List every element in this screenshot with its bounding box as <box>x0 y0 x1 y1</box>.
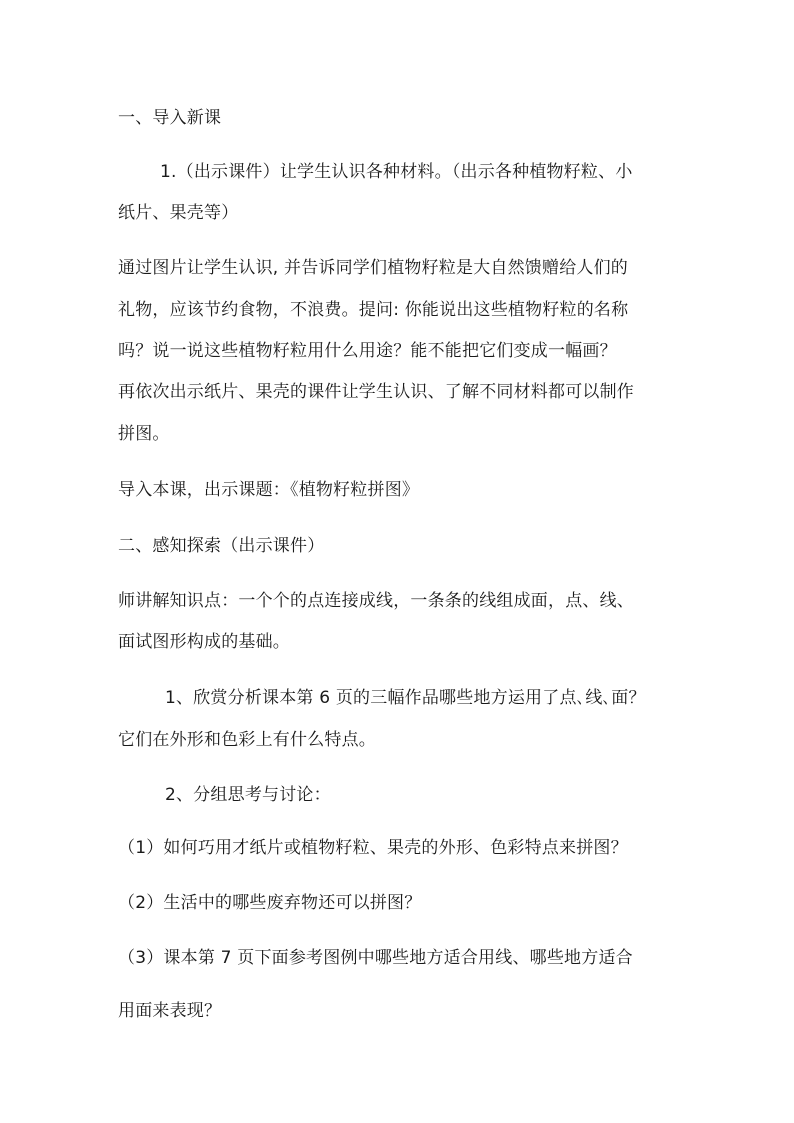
question-1: （1）如何巧用才纸片或植物籽粒、果壳的外形、色彩特点来拼图？ <box>118 838 628 858</box>
paragraph-1-line-5: 拼图。 <box>118 424 170 444</box>
question-3-line-1: （3）课本第 7 页下面参考图例中哪些地方适合用线、哪些地方适合 <box>118 948 633 968</box>
question-2: （2）生活中的哪些废弃物还可以拼图？ <box>118 893 422 913</box>
item-1-line-2: 纸片、果壳等） <box>118 203 239 223</box>
item-2-line-2: 它们在外形和色彩上有什么特点。 <box>118 730 376 750</box>
paragraph-2: 导入本课，出示课题：《植物籽粒拼图》 <box>118 480 420 500</box>
question-3-line-2: 用面来表现？ <box>118 1001 222 1021</box>
paragraph-1-line-4: 再依次出示纸片、果壳的课件让学生认识、了解不同材料都可以制作 <box>118 382 634 402</box>
paragraph-1-line-2: 礼物，应该节约食物，不浪费。提问: 你能说出这些植物籽粒的名称 <box>118 300 629 320</box>
paragraph-3-line-2: 面试图形构成的基础。 <box>118 632 290 652</box>
item-3: 2、分组思考与讨论： <box>165 785 331 805</box>
item-2-line-1: 1、欣赏分析课本第 6 页的三幅作品哪些地方运用了点､线､面？ <box>165 688 646 708</box>
section-heading-explore: 二、感知探索（出示课件） <box>118 536 325 556</box>
item-1-line-1: 1.（出示课件）让学生认识各种材料。（出示各种植物籽粒、小 <box>160 162 633 182</box>
paragraph-3-line-1: 师讲解知识点：一个个的点连接成线，一条条的线组成面，点、线、 <box>118 591 634 611</box>
paragraph-1-line-3: 吗？说一说这些植物籽粒用什么用途？能不能把它们变成一幅画？ <box>118 341 617 361</box>
section-heading-intro: 一、导入新课 <box>118 108 222 128</box>
paragraph-1-line-1: 通过图片让学生认识, 并告诉同学们植物籽粒是大自然馈赠给人们的 <box>118 258 629 278</box>
